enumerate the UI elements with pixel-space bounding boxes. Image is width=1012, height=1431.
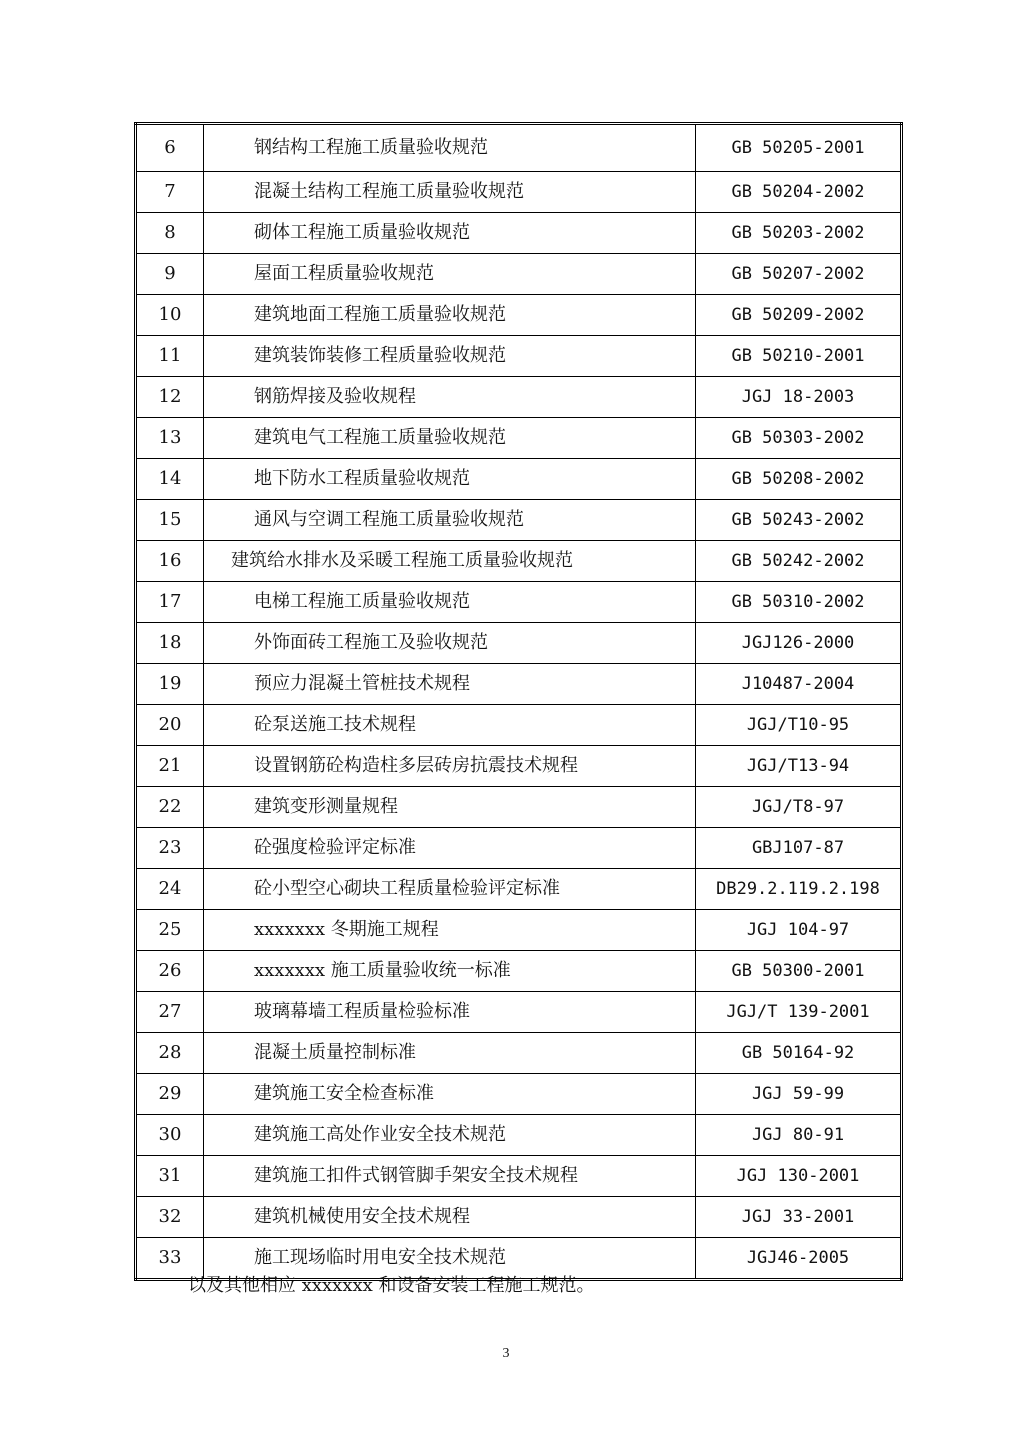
row-number-cell: 9 (136, 254, 204, 295)
table-row (136, 295, 902, 336)
table-row (136, 541, 902, 582)
standard-name-cell: 钢筋焊接及验收规程 (204, 377, 696, 418)
footer-note: 以及其他相应 xxxxxxx 和设备安装工程施工规范。 (188, 1275, 595, 1296)
standard-code-cell: GBJ107-87 (696, 828, 902, 869)
standard-code-cell: GB 50303-2002 (696, 418, 902, 459)
row-number-cell: 14 (136, 459, 204, 500)
table-row (136, 377, 902, 418)
table-row (136, 213, 902, 254)
table-row (136, 746, 902, 787)
standard-code-cell: JGJ 104-97 (696, 910, 902, 951)
page-number: 3 (502, 1346, 510, 1361)
row-number-cell: 25 (136, 910, 204, 951)
standard-name-cell: 钢结构工程施工质量验收规范 (204, 124, 696, 172)
row-number-cell: 33 (136, 1238, 204, 1280)
standard-code-cell: JGJ46-2005 (696, 1238, 902, 1280)
standard-code-cell: JGJ126-2000 (696, 623, 902, 664)
table-row (136, 705, 902, 746)
standard-name-cell: 建筑变形测量规程 (204, 787, 696, 828)
table-row (136, 664, 902, 705)
standard-name-cell: 砼小型空心砌块工程质量检验评定标准 (204, 869, 696, 910)
table-row (136, 582, 902, 623)
standard-code-cell: GB 50310-2002 (696, 582, 902, 623)
table-row (136, 787, 902, 828)
standard-name-cell: 建筑地面工程施工质量验收规范 (204, 295, 696, 336)
standard-code-cell: JGJ/T8-97 (696, 787, 902, 828)
standard-code-cell: JGJ 33-2001 (696, 1197, 902, 1238)
standard-code-cell: GB 50164-92 (696, 1033, 902, 1074)
standard-name-cell: 地下防水工程质量验收规范 (204, 459, 696, 500)
standard-name-cell: xxxxxxx 施工质量验收统一标准 (204, 951, 696, 992)
standard-code-cell: GB 50243-2002 (696, 500, 902, 541)
table-row (136, 254, 902, 295)
standards-table (134, 122, 903, 1281)
table-row (136, 418, 902, 459)
table-row (136, 992, 902, 1033)
standard-name-cell: 建筑施工安全检查标准 (204, 1074, 696, 1115)
row-number-cell: 23 (136, 828, 204, 869)
standard-code-cell: GB 50205-2001 (696, 124, 902, 172)
table-row (136, 869, 902, 910)
standard-name-cell: 建筑装饰装修工程质量验收规范 (204, 336, 696, 377)
standard-code-cell: GB 50207-2002 (696, 254, 902, 295)
standard-name-cell: 建筑给水排水及采暖工程施工质量验收规范 (204, 541, 696, 582)
row-number-cell: 11 (136, 336, 204, 377)
standard-code-cell: GB 50209-2002 (696, 295, 902, 336)
row-number-cell: 10 (136, 295, 204, 336)
standard-code-cell: JGJ 59-99 (696, 1074, 902, 1115)
standard-name-cell: 建筑电气工程施工质量验收规范 (204, 418, 696, 459)
standard-code-cell: JGJ/T10-95 (696, 705, 902, 746)
row-number-cell: 19 (136, 664, 204, 705)
row-number-cell: 15 (136, 500, 204, 541)
row-number-cell: 22 (136, 787, 204, 828)
table-row (136, 172, 902, 213)
row-number-cell: 6 (136, 124, 204, 172)
standard-name-cell: 设置钢筋砼构造柱多层砖房抗震技术规程 (204, 746, 696, 787)
standard-code-cell: GB 50300-2001 (696, 951, 902, 992)
standard-code-cell: GB 50204-2002 (696, 172, 902, 213)
row-number-cell: 17 (136, 582, 204, 623)
table-row (136, 336, 902, 377)
row-number-cell: 26 (136, 951, 204, 992)
table-row (136, 1238, 902, 1280)
row-number-cell: 30 (136, 1115, 204, 1156)
row-number-cell: 13 (136, 418, 204, 459)
row-number-cell: 16 (136, 541, 204, 582)
standard-name-cell: 砼泵送施工技术规程 (204, 705, 696, 746)
row-number-cell: 29 (136, 1074, 204, 1115)
standard-code-cell: JGJ 130-2001 (696, 1156, 902, 1197)
standard-code-cell: GB 50208-2002 (696, 459, 902, 500)
table-row (136, 500, 902, 541)
table-row (136, 951, 902, 992)
standard-code-cell: GB 50203-2002 (696, 213, 902, 254)
table-row (136, 124, 902, 172)
row-number-cell: 32 (136, 1197, 204, 1238)
standard-name-cell: 电梯工程施工质量验收规范 (204, 582, 696, 623)
standard-name-cell: 建筑施工高处作业安全技术规范 (204, 1115, 696, 1156)
row-number-cell: 8 (136, 213, 204, 254)
row-number-cell: 24 (136, 869, 204, 910)
standard-name-cell: 砌体工程施工质量验收规范 (204, 213, 696, 254)
row-number-cell: 27 (136, 992, 204, 1033)
row-number-cell: 20 (136, 705, 204, 746)
standard-code-cell: DB29.2.119.2.198 (696, 869, 902, 910)
table-row (136, 1115, 902, 1156)
row-number-cell: 28 (136, 1033, 204, 1074)
row-number-cell: 18 (136, 623, 204, 664)
table-row (136, 459, 902, 500)
standard-name-cell: 预应力混凝土管桩技术规程 (204, 664, 696, 705)
standard-name-cell: 混凝土结构工程施工质量验收规范 (204, 172, 696, 213)
row-number-cell: 7 (136, 172, 204, 213)
standard-name-cell: 混凝土质量控制标准 (204, 1033, 696, 1074)
standard-code-cell: JGJ 18-2003 (696, 377, 902, 418)
standard-code-cell: JGJ/T 139-2001 (696, 992, 902, 1033)
standard-name-cell: 屋面工程质量验收规范 (204, 254, 696, 295)
standard-code-cell: JGJ/T13-94 (696, 746, 902, 787)
table-row (136, 910, 902, 951)
table-row (136, 1033, 902, 1074)
table-row (136, 1156, 902, 1197)
table-row (136, 828, 902, 869)
standard-name-cell: 建筑施工扣件式钢管脚手架安全技术规程 (204, 1156, 696, 1197)
standards-table-body (136, 124, 902, 1280)
table-row (136, 1197, 902, 1238)
row-number-cell: 21 (136, 746, 204, 787)
row-number-cell: 31 (136, 1156, 204, 1197)
standard-name-cell: 施工现场临时用电安全技术规范 (204, 1238, 696, 1280)
table-row (136, 1074, 902, 1115)
standard-name-cell: 玻璃幕墙工程质量检验标准 (204, 992, 696, 1033)
row-number-cell: 12 (136, 377, 204, 418)
standard-name-cell: 通风与空调工程施工质量验收规范 (204, 500, 696, 541)
table-row (136, 623, 902, 664)
standard-code-cell: GB 50210-2001 (696, 336, 902, 377)
standard-name-cell: 外饰面砖工程施工及验收规范 (204, 623, 696, 664)
standard-code-cell: GB 50242-2002 (696, 541, 902, 582)
standard-name-cell: 砼强度检验评定标准 (204, 828, 696, 869)
standard-name-cell: xxxxxxx 冬期施工规程 (204, 910, 696, 951)
standard-code-cell: JGJ 80-91 (696, 1115, 902, 1156)
standard-name-cell: 建筑机械使用安全技术规程 (204, 1197, 696, 1238)
standard-code-cell: J10487-2004 (696, 664, 902, 705)
